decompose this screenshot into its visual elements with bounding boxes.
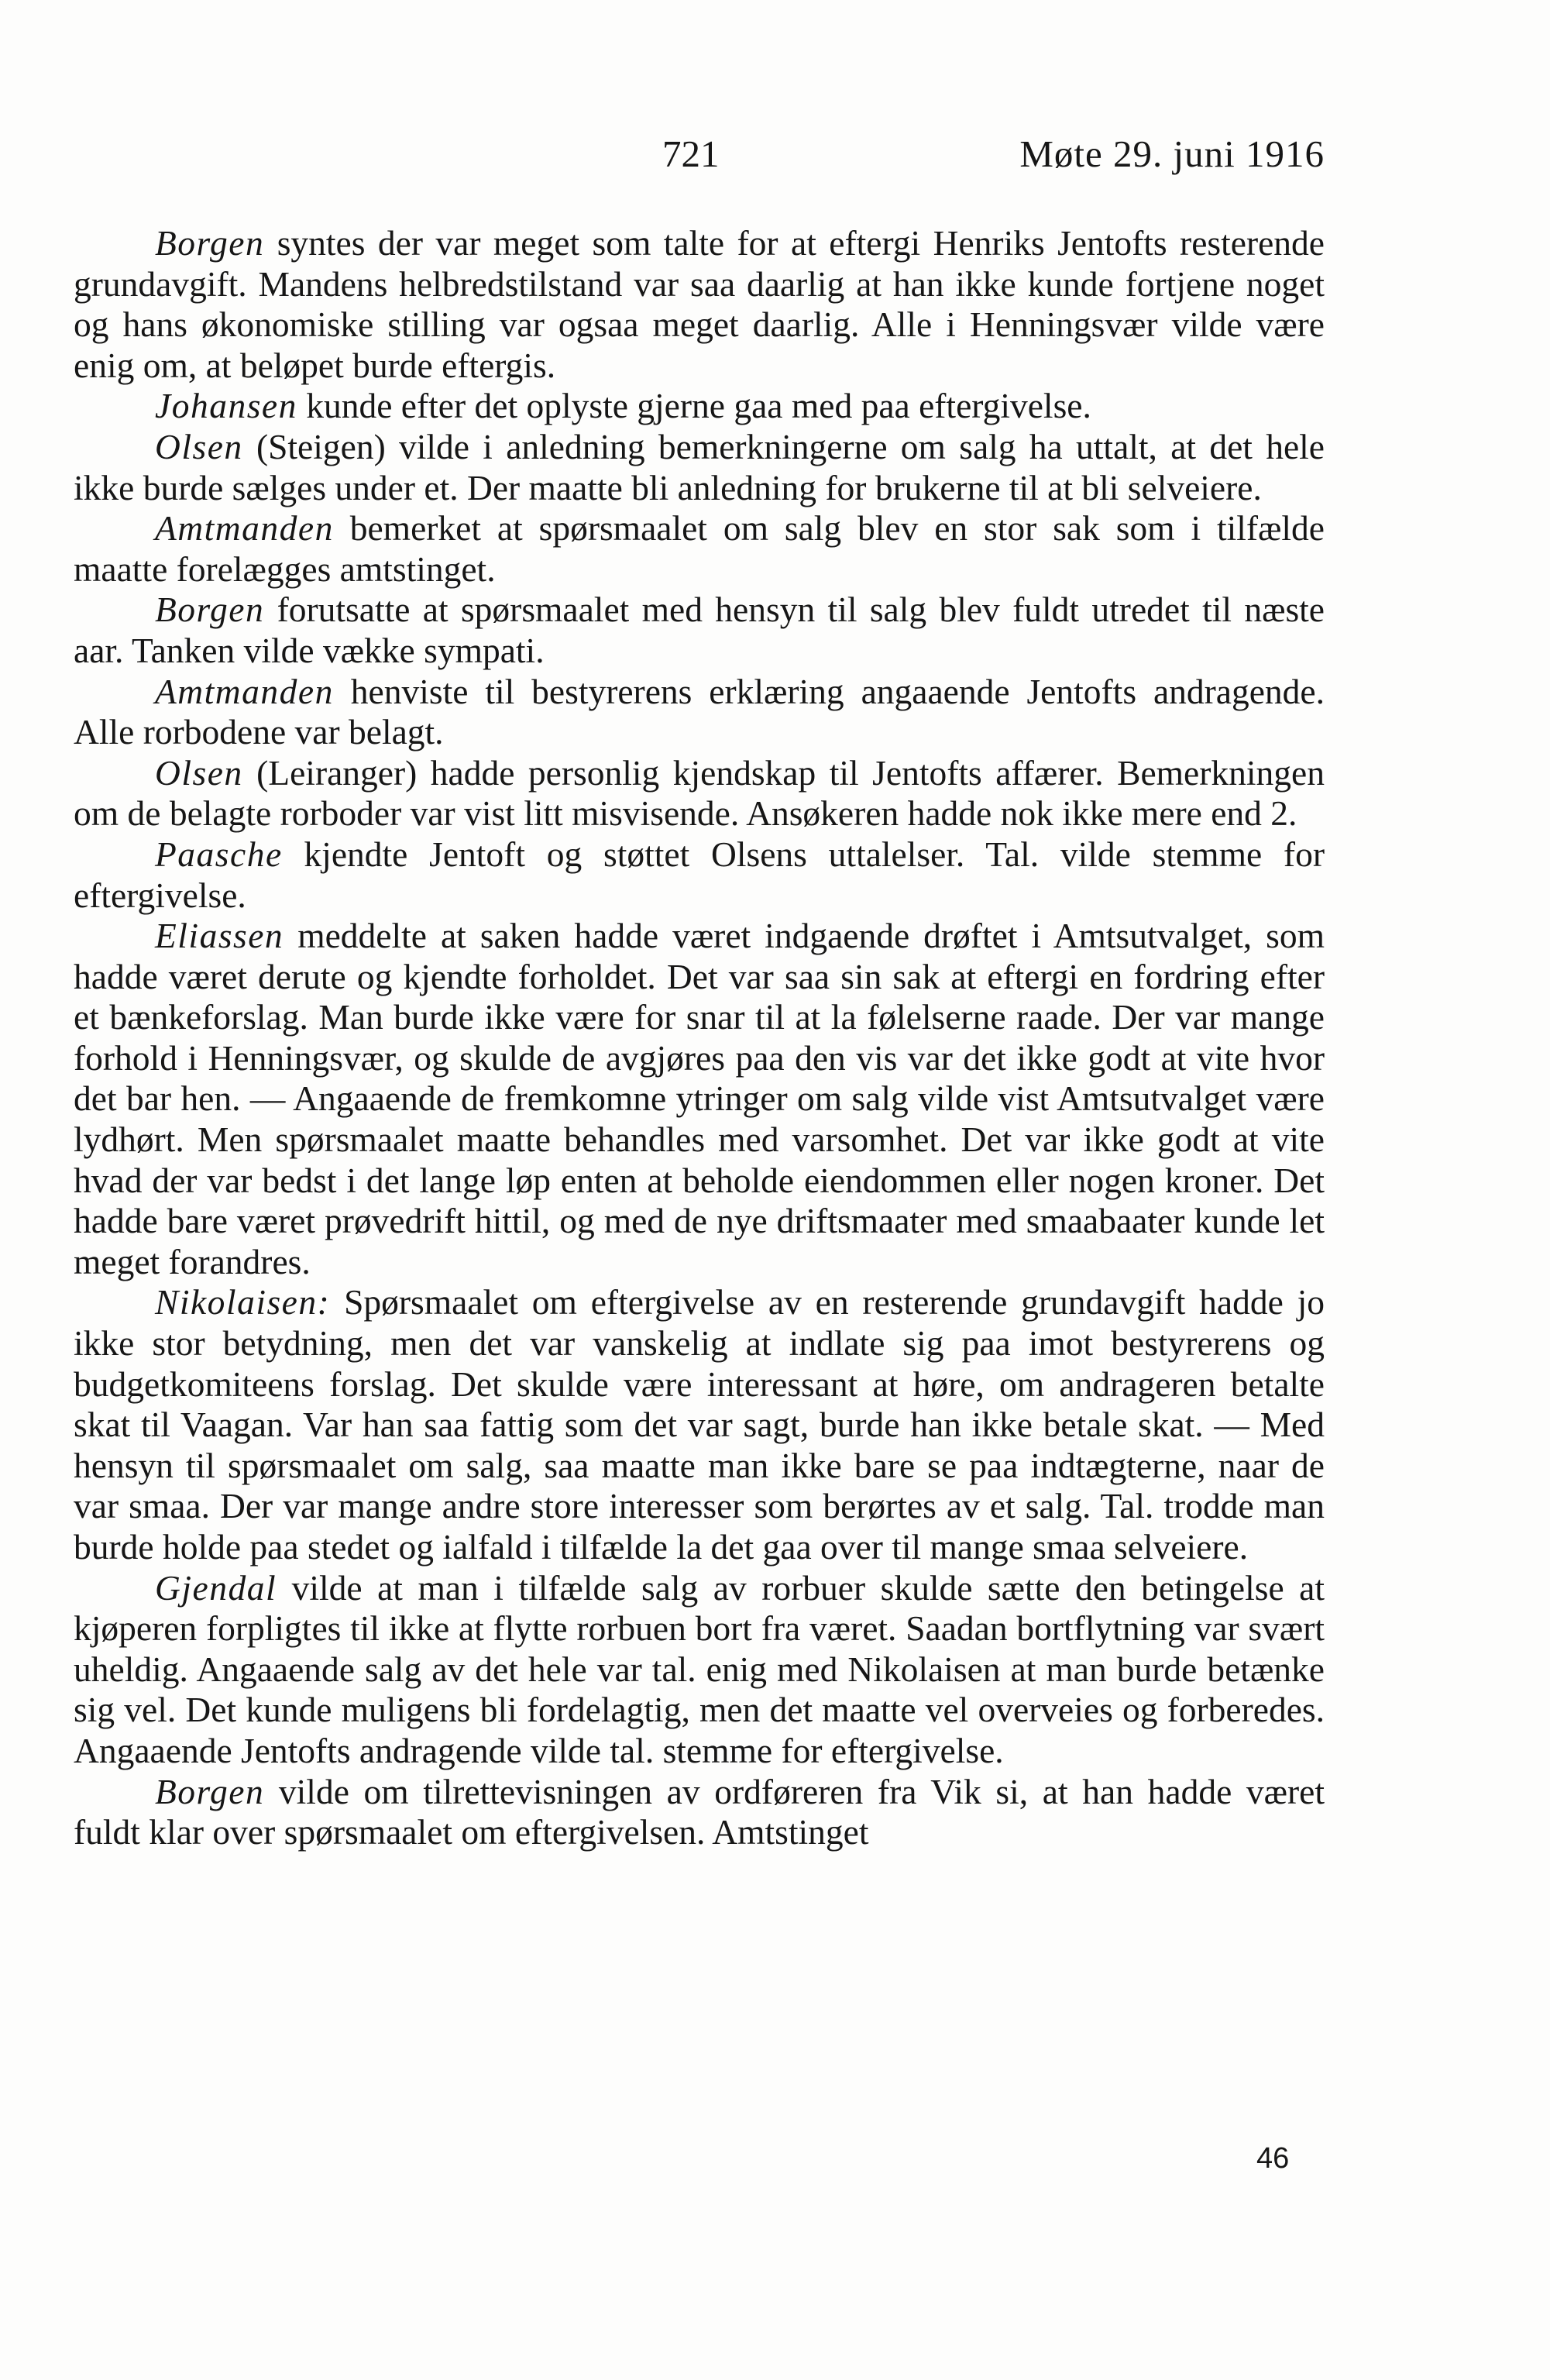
speaker-name: Amtmanden [155,508,334,549]
paragraph [74,508,1325,590]
paragraph [74,386,1325,427]
paragraph [74,1568,1325,1772]
paragraph-text: kunde efter det oplyste gjerne gaa med paa eftergivelse. [297,386,1091,426]
page-header [74,132,1325,186]
speaker-name: Nikolaisen: [155,1282,331,1322]
speaker-name: Borgen [155,223,265,263]
paragraph-text: bemerket at spørsmaalet om salg blev en stor sak som i tilfælde maatte forelægges amtstinget. [74,508,1325,589]
paragraph-text: vilde at man i tilfælde salg av rorbuer skulde sætte den betingelse at kjøperen forpligtes til ikke at flytte rorbuen bort fra været. Saadan bortflytning var svært uheldig. Angaaende salg av det hele var tal. enig med Nikolaisen at man burde betænke sig vel. Det kunde muligens bli fordelagtig, men det maatte vel overveies og forberedes. Angaaende Jentofts andragende vilde tal. stemme for eftergivelse. [74,1567,1325,1770]
paragraph-text: kjendte Jentoft og støttet Olsens uttalelser. Tal. vilde stemme for eftergivelse. [74,834,1325,915]
paragraph [74,672,1325,753]
page-number: 721 [662,132,720,175]
paragraph [74,753,1325,834]
paragraph [74,223,1325,386]
paragraph-text: (Steigen) vilde i anledning bemerkningerne om salg ha uttalt, at det hele ikke burde sælges under et. Der maatte bli anledning for brukerne til at bli selveiere. [74,426,1325,507]
paragraph-text: (Leiranger) hadde personlig kjendskap til Jentofts affærer. Bemerkningen om de belagte rorboder var vist litt misvisende. Ansøkeren hadde nok ikke mere end 2. [74,752,1325,834]
speaker-name: Amtmanden [155,671,334,711]
printer-signature-mark: 46 [1256,2142,1290,2175]
paragraph-text: Spørsmaalet om eftergivelse av en resterende grundavgift hadde jo ikke stor betydning, men det var vanskelig at indlate sig paa imot bestyrerens og budgetkomiteens forslag. Det skulde være interessant at høre, om andrageren betalte skat til Vaagan. Var han saa fattig som det var sagt, burde han ikke betale skat. — Med hensyn til spørsmaalet om salg, saa maatte man ikke bare se paa indtægterne, naar de var smaa. Der var mange andre store interesser som berørtes av et salg. Tal. trodde man burde holde paa stedet og ialfald i tilfælde la det gaa over til mange smaa selveiere. [74,1282,1325,1567]
paragraph [74,590,1325,671]
speaker-name: Johansen [155,386,297,426]
paragraph-text: syntes der var meget som talte for at eftergi Henriks Jentofts resterende grundavgift. Mandens helbredstilstand var saa daarlig at han ikke kunde fortjene noget og hans økonomiske stilling var ogsaa meget daarlig. Alle i Henningsvær vilde være enig om, at beløpet burde eftergis. [74,223,1325,385]
paragraph [74,1282,1325,1567]
speaker-name: Olsen [155,752,243,793]
speaker-name: Borgen [155,1771,265,1811]
speaker-name: Borgen [155,590,265,630]
paragraph-text: henviste til bestyrerens erklæring angaaende Jentofts andragende. Alle rorbodene var belagt. [74,671,1325,752]
speaker-name: Eliassen [155,916,284,956]
paragraph [74,834,1325,916]
paragraph [74,427,1325,508]
paragraph-text: meddelte at saken hadde været indgaende drøftet i Amtsutvalget, som hadde været derute og kjendte forholdet. Det var saa sin sak at eftergi en fordring efter et bænkeforslag. Man burde ikke være for snar til at la følelserne raade. Der var mange forhold i Henningsvær, og skulde de avgjøres paa den vis var det ikke godt at vite hvor det bar hen. — Angaaende de fremkomne ytringer om salg vilde vist Amtsutvalget være lydhørt. Men spørsmaalet maatte behandles med varsomhet. Det var ikke godt at vite hvad der var bedst i det lange løp enten at beholde eiendommen eller nogen kroner. Det hadde bare været prøvedrift hittil, og med de nye driftsmaater med smaabaater kunde let meget forandres. [74,916,1325,1281]
paragraph-text: vilde om tilrettevisningen av ordføreren fra Vik si, at han hadde været fuldt klar over spørsmaalet om eftergivelsen. Amtstinget [74,1771,1325,1852]
paragraph [74,1772,1325,1853]
speaker-name: Gjendal [155,1567,277,1608]
speaker-name: Paasche [155,834,283,874]
paragraph-text: forutsatte at spørsmaalet med hensyn til salg blev fuldt utredet til næste aar. Tanken vilde vække sympati. [74,590,1325,670]
speaker-name: Olsen [155,426,243,466]
paragraph [74,916,1325,1282]
meeting-date: Møte 29. juni 1916 [1019,132,1325,175]
minutes-body [74,223,1325,1853]
